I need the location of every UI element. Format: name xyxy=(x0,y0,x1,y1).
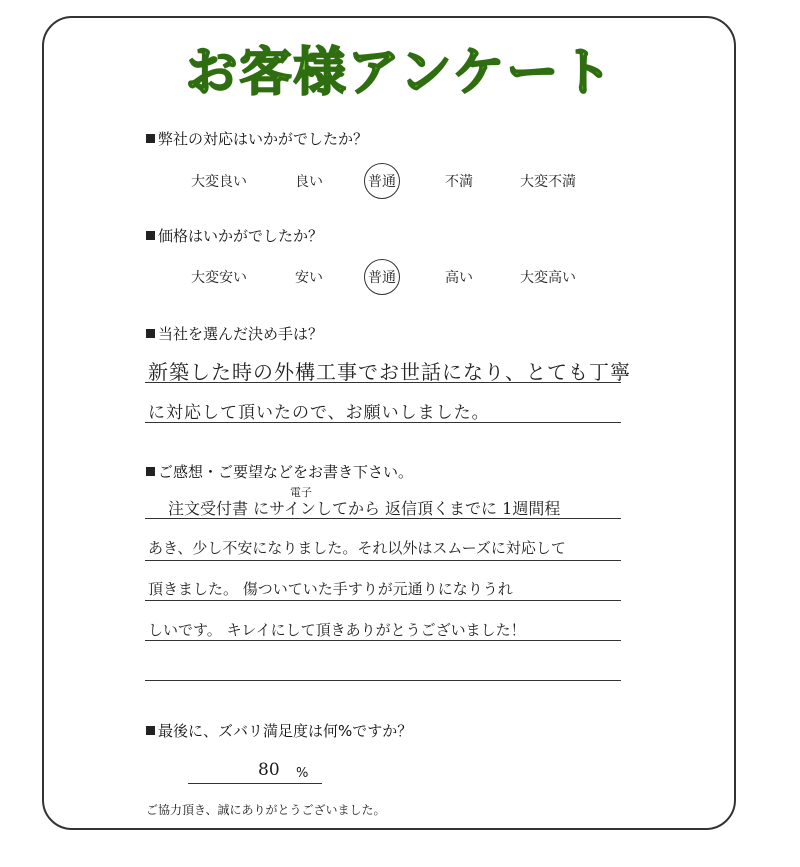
question-satisfaction xyxy=(146,720,412,741)
question-comments-label: ご感想・ご要望などをお書き下さい。 xyxy=(158,463,414,481)
price-option-1[interactable]: 大変安い xyxy=(191,270,247,286)
satisfaction-value[interactable]: 80 xyxy=(258,760,280,780)
square-bullet-icon xyxy=(146,231,155,240)
question-service-label: 弊社の対応はいかがでしたか？ xyxy=(158,130,369,148)
answer-rule xyxy=(145,560,621,561)
square-bullet-icon xyxy=(146,467,155,476)
service-option-2[interactable]: 良い xyxy=(295,174,323,190)
comment-line-3: 頂きました。 傷ついていた手すりが元通りになりうれ xyxy=(148,580,513,598)
service-option-1[interactable]: 大変良い xyxy=(191,174,247,190)
question-reason xyxy=(146,323,323,344)
reason-line-2: に対応して頂いたので、お願いしました。 xyxy=(148,403,490,423)
square-bullet-icon xyxy=(146,726,155,735)
price-option-3-selected[interactable]: 普通 xyxy=(368,267,396,287)
answer-rule xyxy=(145,680,621,681)
price-option-5[interactable]: 大変高い xyxy=(520,270,576,286)
price-option-4[interactable]: 高い xyxy=(445,270,473,286)
square-bullet-icon xyxy=(146,134,155,143)
square-bullet-icon xyxy=(146,329,155,338)
comment-line-1: 注文受付書 にサインしてから 返信頂くまでに 1週間程 xyxy=(168,499,561,518)
comment-line-4: しいです。 キレイにして頂きありがとうございました！ xyxy=(148,621,526,639)
service-option-3-selected[interactable]: 普通 xyxy=(368,171,396,191)
question-price xyxy=(146,225,323,246)
question-satisfaction-label: 最後に、ズバリ満足度は何%ですか？ xyxy=(158,722,413,740)
answer-rule xyxy=(145,422,621,423)
price-option-2[interactable]: 安い xyxy=(295,270,323,286)
service-option-4[interactable]: 不満 xyxy=(445,174,473,190)
answer-rule xyxy=(145,600,621,601)
question-reason-label: 当社を選んだ決め手は？ xyxy=(158,325,324,343)
survey-title: お客様アンケート xyxy=(185,43,615,103)
satisfaction-rule xyxy=(188,783,322,784)
comment-ruby: 電子 xyxy=(290,486,312,499)
question-comments xyxy=(146,461,413,482)
answer-rule xyxy=(145,518,621,519)
question-price-label: 価格はいかがでしたか？ xyxy=(158,227,324,245)
comment-line-2: あき、少し不安になりました。それ以外はスムーズに対応して xyxy=(148,539,566,557)
answer-rule xyxy=(145,382,621,383)
thanks-footer: ご協力頂き、誠にありがとうございました。 xyxy=(146,803,386,817)
question-service xyxy=(146,128,368,149)
answer-rule xyxy=(145,640,621,641)
satisfaction-unit: % xyxy=(296,766,309,781)
service-option-5[interactable]: 大変不満 xyxy=(520,174,576,190)
reason-line-1: 新築した時の外構工事でお世話になり、とても丁寧 xyxy=(148,360,631,384)
